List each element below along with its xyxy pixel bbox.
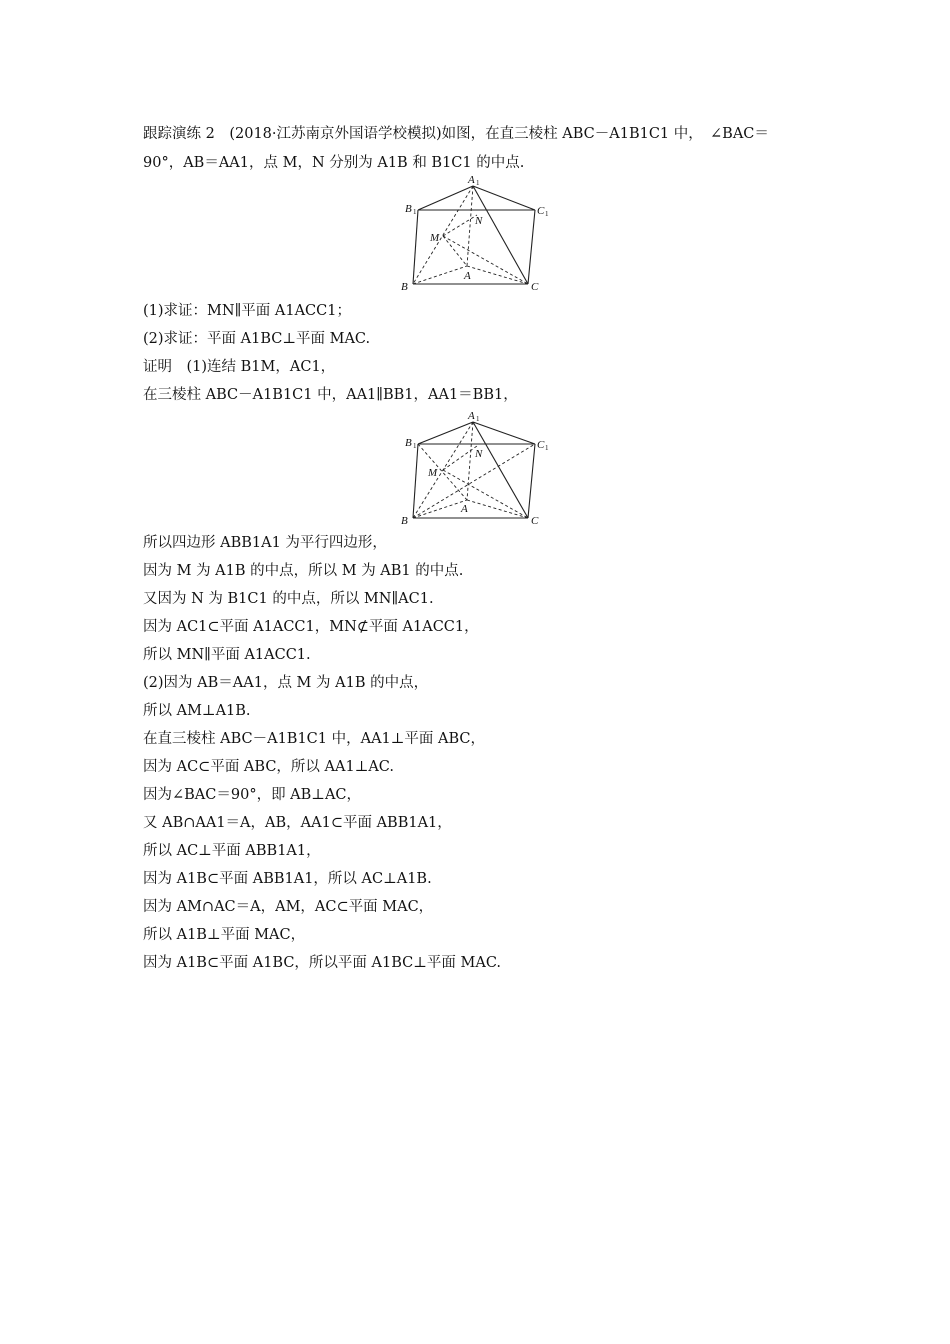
question-2: (2)求证：平面 A1BC⊥平面 MAC. [143,331,371,347]
label-A1: A [468,174,475,186]
label-C: C [531,515,539,527]
proof-line-10: 因为∠BAC＝90°，即 AB⊥AC， [143,787,362,803]
svg-text:1: 1 [545,444,549,452]
proof-line-3: 又因为 N 为 B1C1 的中点，所以 MN∥AC1. [143,591,434,607]
proof-line-1: 所以四边形 ABB1A1 为平行四边形， [143,535,387,551]
svg-text:1: 1 [413,208,417,216]
problem-statement-line-1: 跟踪演练 2 (2018·江苏南京外国语学校模拟)如图，在直三棱柱 ABC－A1B1C1 中， ∠BAC＝ [143,126,769,142]
svg-text:1: 1 [476,415,480,423]
label-M: M [428,467,438,479]
question-1: (1)求证：MN∥平面 A1ACC1； [143,303,351,319]
label-N: N [475,448,483,460]
label-A: A [461,503,468,515]
svg-text:1: 1 [545,210,549,218]
label-C1: C [537,205,545,217]
svg-text:1: 1 [413,442,417,450]
svg-text:1: 1 [476,179,480,187]
proof-line-16: 因为 A1B⊂平面 A1BC，所以平面 A1BC⊥平面 MAC. [143,955,502,971]
proof-line-14: 因为 AM∩AC＝A，AM，AC⊂平面 MAC， [143,899,434,915]
label-C1: C [537,439,545,451]
label-A: A [464,270,471,282]
proof-line-13: 因为 A1B⊂平面 ABB1A1，所以 AC⊥A1B. [143,871,432,887]
problem-statement-line-2: 90°，AB＝AA1，点 M，N 分别为 A1B 和 B1C1 的中点. [143,155,525,171]
proof-line-11: 又 AB∩AA1＝A，AB，AA1⊂平面 ABB1A1， [143,815,452,831]
proof-line-2: 因为 M 为 A1B 的中点，所以 M 为 AB1 的中点. [143,563,464,579]
proof-line-9: 因为 AC⊂平面 ABC，所以 AA1⊥AC. [143,759,394,775]
proof-line-4: 因为 AC1⊂平面 A1ACC1，MN⊄平面 A1ACC1， [143,619,479,635]
proof-line-7: 所以 AM⊥A1B. [143,703,251,719]
label-B1: B [405,203,412,215]
proof-line-8: 在直三棱柱 ABC－A1B1C1 中，AA1⊥平面 ABC， [143,731,486,747]
proof-intro-2: 在三棱柱 ABC－A1B1C1 中，AA1∥BB1，AA1＝BB1， [143,387,518,403]
prism-figure-1 [395,174,565,296]
proof-line-5: 所以 MN∥平面 A1ACC1. [143,647,311,663]
prism-figure-2 [395,408,565,530]
label-N: N [475,215,483,227]
label-B1: B [405,437,412,449]
proof-line-6: (2)因为 AB＝AA1，点 M 为 A1B 的中点， [143,675,429,691]
label-B: B [401,281,408,293]
proof-line-12: 所以 AC⊥平面 ABB1A1， [143,843,321,859]
proof-intro-1: 证明 (1)连结 B1M，AC1， [143,359,336,375]
label-C: C [531,281,539,293]
label-A1: A [468,410,475,422]
proof-line-15: 所以 A1B⊥平面 MAC， [143,927,306,943]
label-M: M [430,232,440,244]
label-B: B [401,515,408,527]
